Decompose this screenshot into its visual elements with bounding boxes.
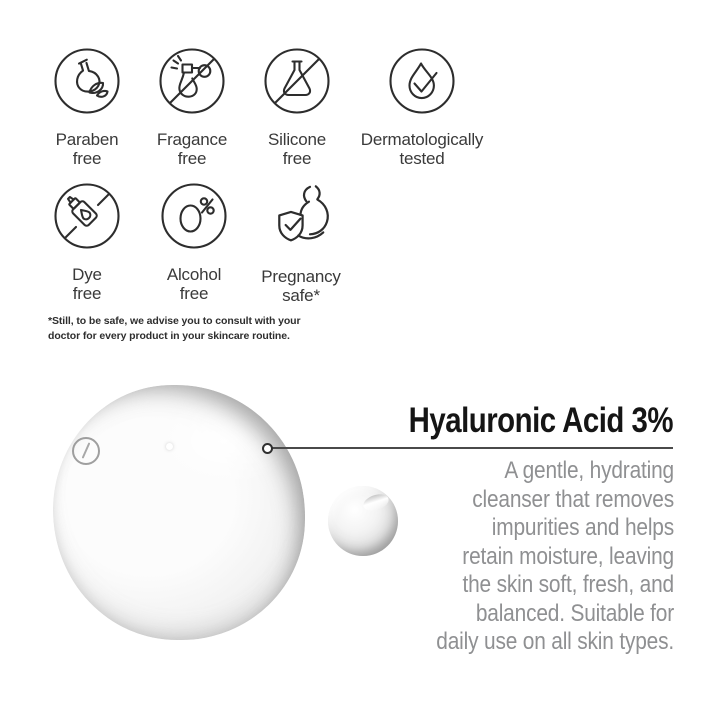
description-line: daily use on all skin types. xyxy=(436,628,674,655)
droplet-glint xyxy=(166,443,173,450)
badge-label-line2: free xyxy=(179,284,209,303)
no-dye-bottle-icon xyxy=(53,182,121,250)
no-silicone-flask-icon xyxy=(263,47,331,115)
badge-dermatologically-tested xyxy=(347,47,497,168)
badge-label-line1: Alcohol xyxy=(166,265,222,284)
description-line: impurities and helps xyxy=(491,514,674,541)
description-line: A gentle, hydrating xyxy=(504,457,674,484)
badge-label-line2: free xyxy=(72,284,102,303)
description-line: the skin soft, fresh, and xyxy=(462,571,674,598)
badge-label xyxy=(268,130,326,168)
disclaimer-note xyxy=(48,314,378,343)
water-droplet-large xyxy=(53,385,305,640)
badge-label xyxy=(261,267,340,305)
disclaimer-line1: *Still, to be safe, we advise you to consult with your xyxy=(48,315,301,327)
callout-line xyxy=(272,447,673,449)
drop-checkmark-icon xyxy=(388,47,456,115)
badge-pregnancy-safe xyxy=(226,182,376,305)
badge-label xyxy=(157,130,227,168)
paraben-flask-leaf-icon xyxy=(53,47,121,115)
disclaimer-line2: doctor for every product in your skincare routine. xyxy=(48,329,290,342)
badge-label-line1: Silicone xyxy=(268,130,326,149)
badge-label xyxy=(167,265,221,303)
badge-label-line2: safe* xyxy=(282,286,320,305)
badge-label-line1: Paraben xyxy=(55,130,119,149)
badge-label-line1: Pregnancy xyxy=(261,267,341,286)
pregnancy-shield-check-icon xyxy=(265,180,337,252)
badge-label xyxy=(72,265,102,303)
product-description xyxy=(309,457,674,657)
description-line: retain moisture, leaving xyxy=(462,542,674,570)
zero-percent-alcohol-icon xyxy=(160,182,228,250)
badge-label-line2: free xyxy=(282,149,312,168)
callout-dot xyxy=(262,443,273,454)
badge-label-line2: free xyxy=(72,149,102,168)
badge-label xyxy=(56,130,119,168)
badge-label-line1: Fragance xyxy=(156,130,228,149)
badge-label xyxy=(361,130,483,168)
badge-label-line2: free xyxy=(177,149,207,168)
droplet-inner-bubble xyxy=(72,437,100,465)
no-fragrance-spray-icon xyxy=(158,47,226,115)
ingredient-title: Hyaluronic Acid 3% xyxy=(408,401,673,440)
description-line: balanced. Suitable for xyxy=(475,599,674,627)
description-line: cleanser that removes xyxy=(472,485,674,513)
badge-label-line1: Dye xyxy=(72,265,102,284)
badge-label-line2: tested xyxy=(399,149,445,168)
badge-label-line1: Dermatologically xyxy=(360,130,484,149)
